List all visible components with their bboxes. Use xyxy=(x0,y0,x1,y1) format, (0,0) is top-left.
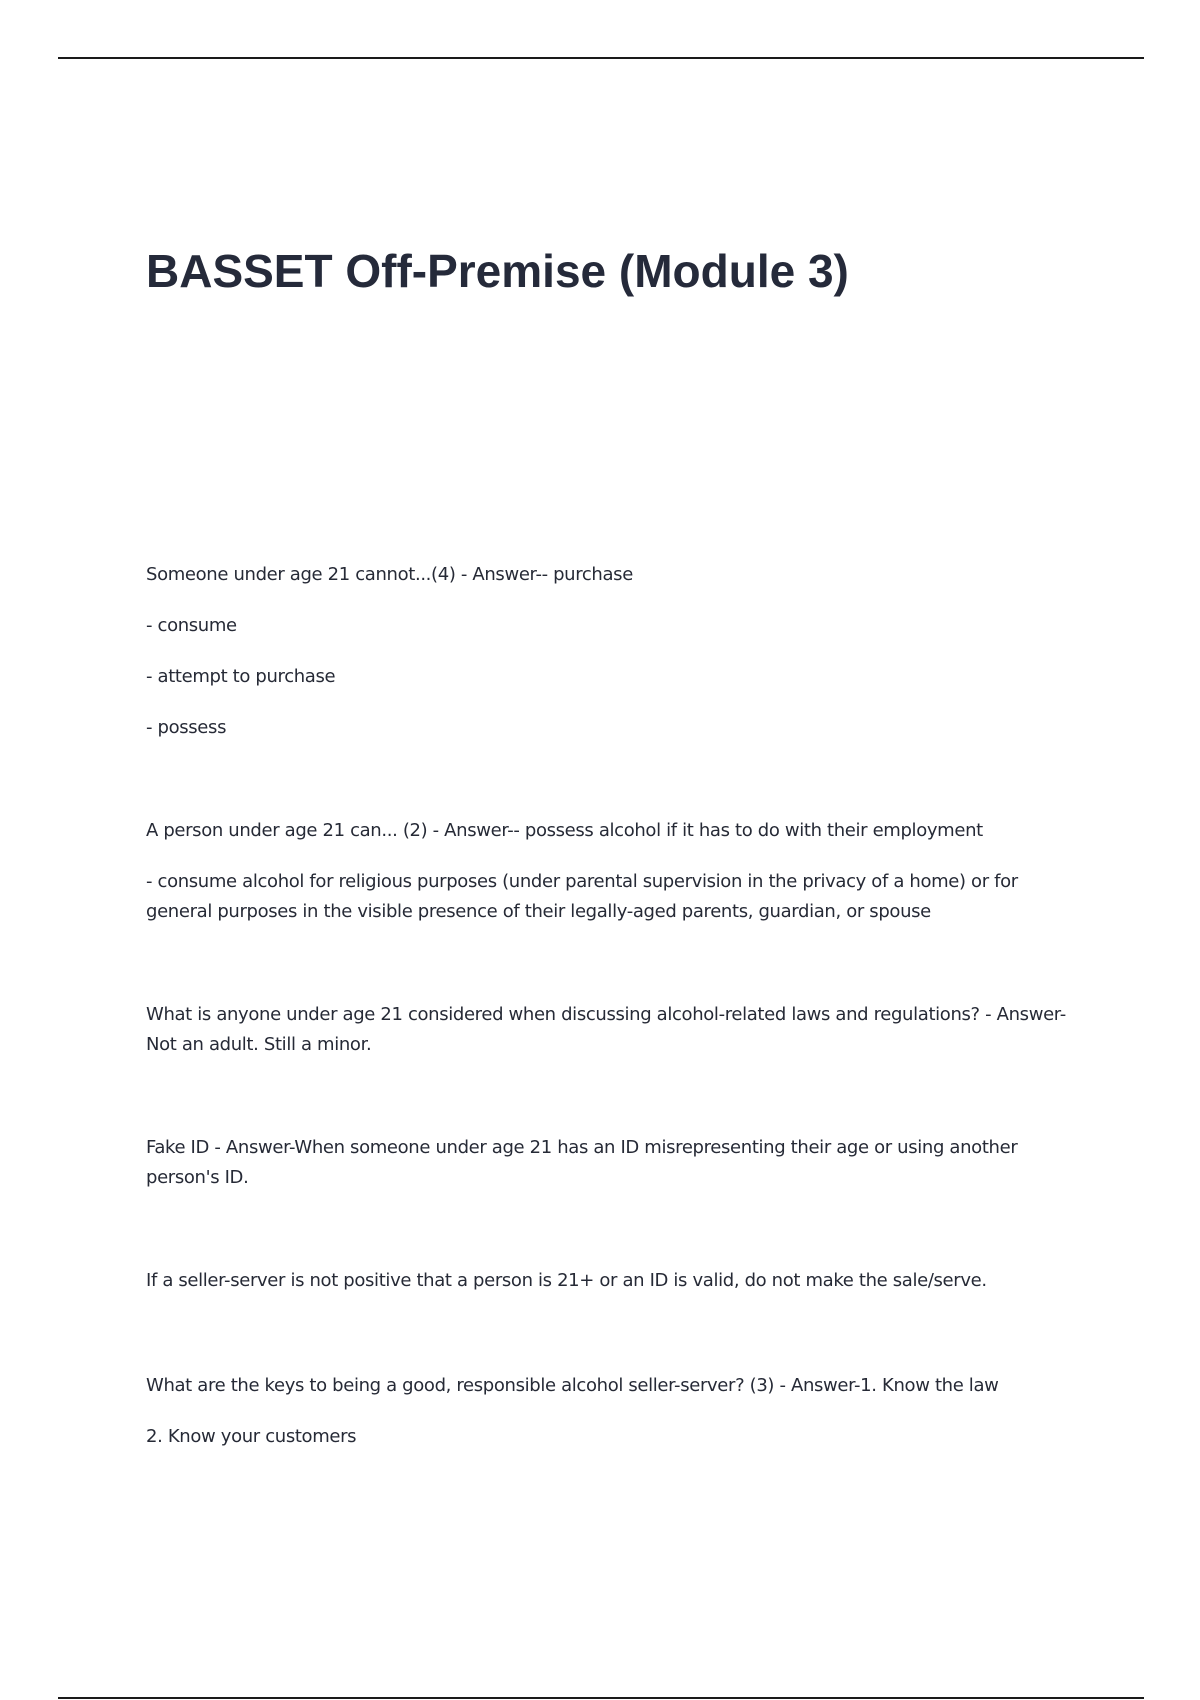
qa-line: What are the keys to being a good, responsible alcohol seller-server? (3) - Answer-1. Know the law xyxy=(146,1375,999,1396)
qa-line: Fake ID - Answer-When someone under age 21 has an ID misrepresenting their age or using another person's ID. xyxy=(146,1137,1018,1188)
qa-entry-underage-can xyxy=(146,816,1066,927)
qa-line: - attempt to purchase xyxy=(146,666,336,687)
qa-line: If a seller-server is not positive that a person is 21+ or an ID is valid, do not make the sale/serve. xyxy=(146,1270,987,1291)
qa-entry-not-positive xyxy=(146,1266,1066,1296)
qa-line: Someone under age 21 cannot...(4) - Answer-- purchase xyxy=(146,564,633,585)
qa-line: - consume xyxy=(146,615,237,636)
header-rule xyxy=(58,57,1144,59)
qa-line: A person under age 21 can... (2) - Answer-- possess alcohol if it has to do with their employment xyxy=(146,820,983,841)
qa-entry-keys-responsible xyxy=(146,1371,1066,1452)
qa-line: - possess xyxy=(146,717,227,738)
qa-content xyxy=(146,560,1066,1525)
qa-line: What is anyone under age 21 considered when discussing alcohol-related laws and regulations? - Answer-Not an adult. Still a minor. xyxy=(146,1004,1066,1055)
footer-rule xyxy=(58,1697,1144,1699)
qa-entry-underage-cannot xyxy=(146,560,1066,743)
qa-entry-fake-id xyxy=(146,1133,1066,1193)
qa-entry-minor-definition xyxy=(146,1000,1066,1060)
qa-line: 2. Know your customers xyxy=(146,1426,357,1447)
page-title: BASSET Off-Premise (Module 3) xyxy=(146,245,849,297)
qa-line: - consume alcohol for religious purposes (under parental supervision in the privacy of a home) or for general purposes in the visible presence of their legally-aged parents, guardian, or spouse xyxy=(146,871,1018,922)
